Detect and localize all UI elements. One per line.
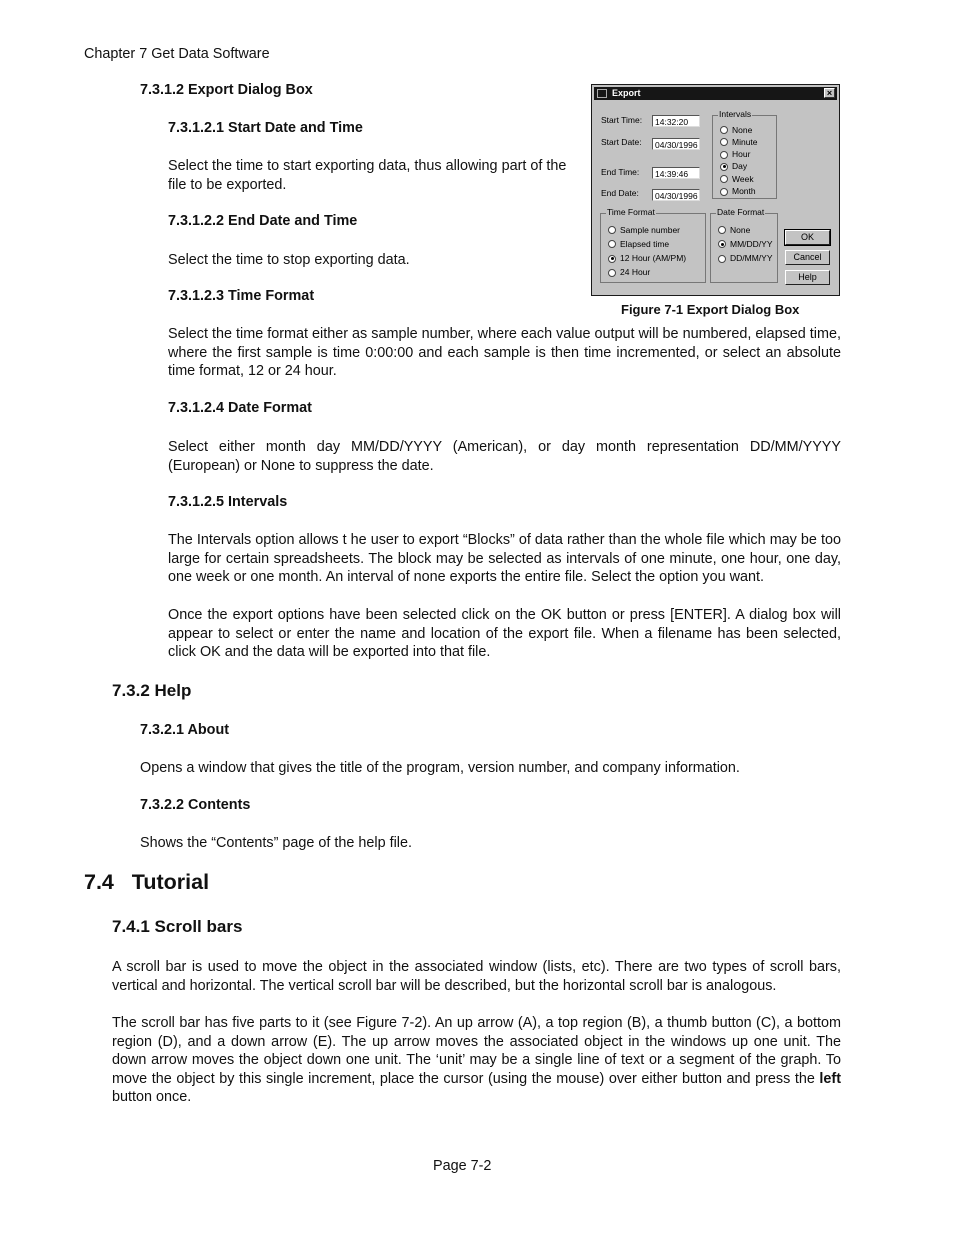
paragraph-date-format: Select either month day MM/DD/YYYY (American), or day month representation DD/MM/YYYY (European) or None to suppress the date.: [168, 439, 841, 474]
interval-label-1: Minute: [732, 136, 758, 147]
paragraph-scroll-bar-parts-end: button once.: [112, 1089, 192, 1106]
heading-7-3-1-2-2: 7.3.1.2.2 End Date and Time: [168, 213, 358, 229]
figure-caption: Figure 7-1 Export Dialog Box: [621, 302, 800, 317]
heading-7-3-1-2-5: 7.3.1.2.5 Intervals: [168, 494, 288, 510]
time-format-radio-0[interactable]: [608, 226, 616, 234]
paragraph-end-date-time: Select the time to stop exporting data.: [168, 252, 410, 268]
interval-label-2: Hour: [732, 149, 751, 160]
paragraph-start-date-time: Select the time to start exporting data, thus allowing part of the file to be exported.: [168, 158, 567, 193]
bold-left: left: [819, 1070, 841, 1087]
close-icon[interactable]: ×: [824, 88, 835, 98]
date-format-radio-2[interactable]: [718, 255, 726, 263]
paragraph-intervals: The Intervals option allows t he user to export “Blocks” of data rather than the whole file which may be too large for certain spreadsheets. The block may be selected as intervals of one minute, one hour, one day, one week or one month. An interval of none exports the entire file. Select the option you want.: [168, 532, 841, 586]
start-date-field[interactable]: 04/30/1996: [652, 138, 700, 150]
heading-7-3-2: 7.3.2 Help: [112, 681, 192, 700]
time-format-label-3: 24 Hour: [620, 267, 651, 278]
time-format-title: Time Format: [607, 207, 655, 217]
date-format-title: Date Format: [717, 207, 765, 217]
heading-7-4: 7.4 Tutorial: [84, 870, 210, 894]
end-date-field[interactable]: 04/30/1996: [652, 189, 700, 201]
intervals-title: Intervals: [719, 109, 752, 119]
heading-7-4-1: 7.4.1 Scroll bars: [112, 917, 243, 936]
heading-7-3-2-1: 7.3.2.1 About: [140, 722, 230, 738]
interval-radio-5[interactable]: [720, 188, 728, 196]
interval-radio-2[interactable]: [720, 151, 728, 159]
paragraph-scroll-bar-parts-text: The scroll bar has five parts to it (see Figure 7-2). An up arrow (A), a top region (B), a thumb button (C), a bottom region (D), and a down arrow (E). The up arrow moves the associated object in the windows up one unit. The down arrow moves the object down one unit. The ‘unit’ may be a single line of text or a segment of the graph. To move the object by this single increment, place the cursor (using the mouse) over either button and press the: [112, 1015, 841, 1087]
time-format-label-0: Sample number: [620, 224, 681, 235]
time-format-radio-2[interactable]: [608, 255, 616, 263]
heading-7-3-2-2: 7.3.2.2 Contents: [140, 797, 251, 813]
paragraph-about: Opens a window that gives the title of the program, version number, and company information.: [140, 760, 740, 776]
date-format-label-1: MM/DD/YY: [730, 238, 773, 249]
interval-radio-3[interactable]: [720, 163, 728, 171]
heading-7-3-1-2: 7.3.1.2 Export Dialog Box: [140, 82, 313, 98]
time-format-label-1: Elapsed time: [620, 238, 670, 249]
heading-7-3-1-2-3: 7.3.1.2.3 Time Format: [168, 288, 315, 304]
dialog-title-bar: [594, 87, 837, 100]
interval-radio-0[interactable]: [720, 126, 728, 134]
help-button[interactable]: Help: [785, 270, 830, 285]
start-date-label: Start Date:: [601, 137, 642, 147]
ok-button[interactable]: OK: [785, 230, 830, 245]
paragraph-contents: Shows the “Contents” page of the help file.: [140, 835, 412, 851]
export-dialog: [591, 84, 840, 296]
start-time-field[interactable]: 14:32:20: [652, 115, 700, 127]
running-header: Chapter 7 Get Data Software: [84, 46, 270, 62]
cancel-button[interactable]: Cancel: [785, 250, 830, 265]
interval-label-5: Month: [732, 186, 756, 196]
paragraph-export-ok: Once the export options have been selected click on the OK button or press [ENTER]. A dialog box will appear to select or enter the name and location of the export file. When a filename has been selected, click OK and the data will be exported into that file.: [168, 607, 841, 661]
end-time-label: End Time:: [601, 167, 640, 177]
heading-7-3-1-2-4: 7.3.1.2.4 Date Format: [168, 400, 312, 416]
paragraph-scroll-bars: A scroll bar is used to move the object in the associated window (lists, etc). There are two types of scroll bars, vertical and horizontal. The vertical scroll bar will be described, but the horizontal scroll bar is analogous.: [112, 959, 841, 994]
date-format-label-0: None: [730, 224, 751, 235]
end-time-field[interactable]: 14:39:46: [652, 167, 700, 179]
date-format-label-2: DD/MM/YY: [730, 253, 773, 264]
page-number: Page 7-2: [433, 1158, 492, 1174]
paragraph-time-format: Select the time format either as sample number, where each value output will be numbered, elapsed time, where the first sample is time 0:00:00 and each sample is then time incremented, or select an absolute time format, 12 or 24 hour.: [168, 326, 841, 380]
time-format-radio-3[interactable]: [608, 269, 616, 277]
window-icon: [597, 89, 607, 98]
interval-label-0: None: [732, 124, 753, 135]
paragraph-scroll-bar-parts: [112, 1014, 841, 1107]
date-format-radio-0[interactable]: [718, 226, 726, 234]
dialog-title: Export: [612, 88, 641, 98]
heading-7-3-1-2-1: 7.3.1.2.1 Start Date and Time: [168, 120, 363, 136]
start-time-label: Start Time:: [601, 115, 643, 125]
interval-label-3: Day: [732, 161, 748, 172]
interval-label-4: Week: [732, 173, 754, 184]
time-format-label-2: 12 Hour (AM/PM): [620, 253, 687, 264]
end-date-label: End Date:: [601, 188, 639, 198]
